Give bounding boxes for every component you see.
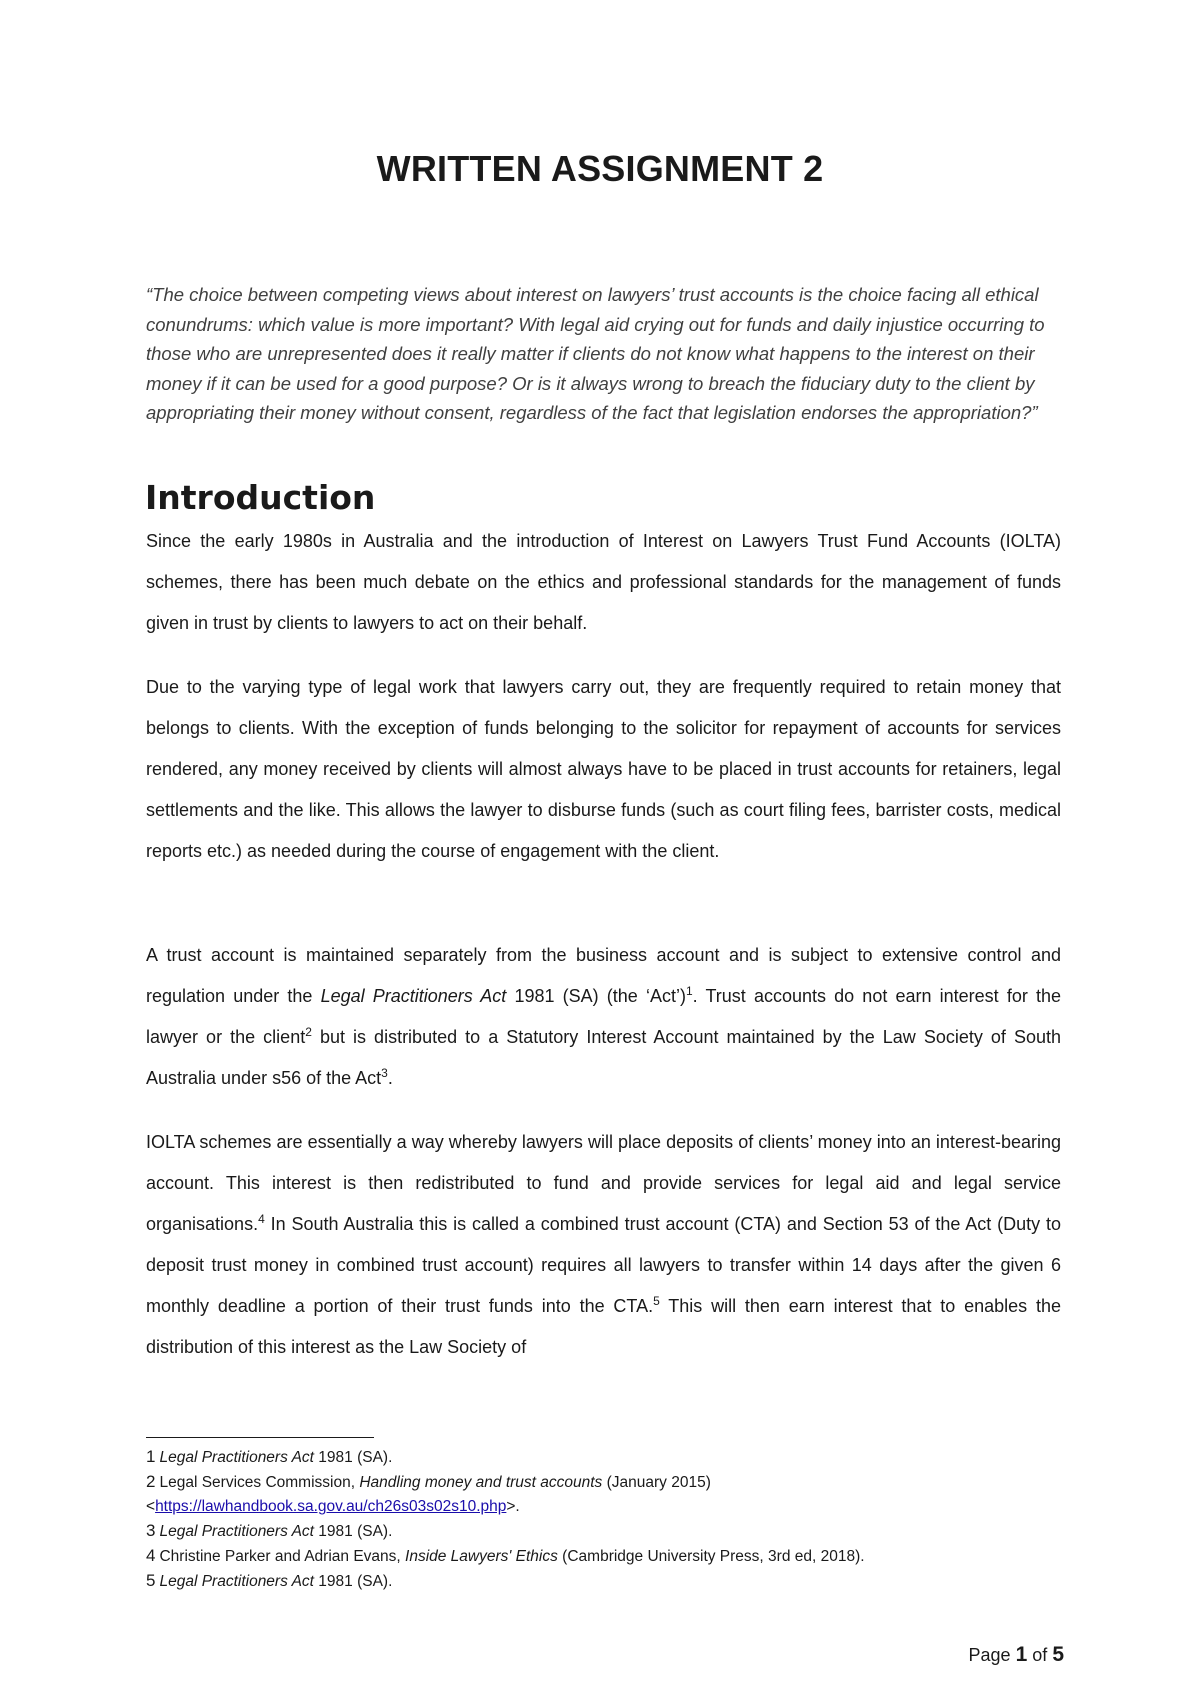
paragraph-3-text-c: . Trust accounts do not earn interest for the lawyer or the client — [146, 986, 1062, 1047]
footnote-italic: Legal Practitioners Act — [159, 1573, 314, 1590]
paragraph-4-text-c: This will then earn interest that to enables the distribution of this interest as the Law Society of — [146, 1296, 1061, 1357]
footnote-italic: Handling money and trust accounts — [359, 1474, 603, 1491]
footnote-ref-4[interactable]: 4 — [258, 1212, 265, 1226]
paragraph-3-text-d: but is distributed to a Statutory Interest Account maintained by the Law Society of South Australia under s56 of the Act — [146, 1027, 1061, 1088]
paragraph-3-text-a: A trust account is maintained separately from the business account and is subject to extensive control and regulation under the — [146, 945, 1061, 1006]
footnote-number: 2 — [146, 1472, 156, 1491]
epigraph-quote: “The choice between competing views about interest on lawyers’ trust accounts is the choice facing all ethical conundrums: which value is more important? With legal aid crying out for funds and daily injustice occurring to those who are unrepresented does it really matter if clients do not know what happens to the interest on their money if it can be used for a good purpose? Or is it always wrong to breach the fiduciary duty to the client by appropriating their money without consent, regardless of the fact that legislation endorses the appropriation?” — [146, 284, 1045, 423]
footnote-ref-2[interactable]: 2 — [305, 1025, 312, 1039]
footnote-number: 3 — [146, 1521, 156, 1540]
footnote-ref-5[interactable]: 5 — [653, 1294, 660, 1308]
footnote-text: 1981 (SA). — [313, 1523, 393, 1540]
footnote-ref-3[interactable]: 3 — [381, 1066, 388, 1080]
footnote-ref-1[interactable]: 1 — [685, 984, 693, 998]
page-of-label: of — [1032, 1645, 1048, 1665]
page-label: Page — [968, 1645, 1011, 1665]
section-heading-introduction: Introduction — [145, 478, 376, 517]
footnote-italic: Legal Practitioners Act — [159, 1523, 314, 1540]
footnote-3 — [146, 1519, 1066, 1544]
paragraph-3-text-e: . — [387, 1068, 393, 1088]
footnote-text: (Cambridge University Press, 3rd ed, 2018). — [557, 1548, 865, 1565]
footnote-link[interactable]: https://lawhandbook.sa.gov.au/ch26s03s02s10.php — [155, 1498, 507, 1515]
paragraph-1: Since the early 1980s in Australia and the introduction of Interest on Lawyers Trust Fund Accounts (IOLTA) schemes, there has been much debate on the ethics and professional standards for the management of funds given in trust by clients to lawyers to act on their behalf. — [146, 531, 1061, 633]
total-pages: 5 — [1052, 1643, 1064, 1666]
footnote-text: >. — [506, 1498, 520, 1515]
footnote-text: 1981 (SA). — [313, 1573, 393, 1590]
page-number — [969, 1643, 1064, 1667]
footnote-divider — [146, 1437, 374, 1438]
paragraph-3-text-b: 1981 (SA) (the ‘Act’) — [506, 986, 686, 1006]
footnotes-list — [146, 1445, 1066, 1594]
footnote-text: 1981 (SA). — [313, 1449, 393, 1466]
footnote-italic: Inside Lawyers' Ethics — [405, 1548, 558, 1565]
paragraph-4-text-b: In South Australia this is called a combined trust account (CTA) and Section 53 of the Act (Duty to deposit trust money in combined trust account) requires all lawyers to transfer within 14 days after the given 6 monthly deadline a portion of their trust funds into the CTA. — [146, 1214, 1061, 1316]
current-page: 1 — [1015, 1643, 1028, 1666]
footnote-1 — [146, 1445, 1066, 1470]
footnote-number: 4 — [146, 1546, 156, 1565]
footnote-5 — [146, 1569, 1066, 1594]
footnote-number: 1 — [146, 1447, 156, 1466]
document-title: WRITTEN ASSIGNMENT 2 — [376, 148, 824, 189]
paragraph-3 — [146, 935, 1061, 1099]
paragraph-4-text-a: IOLTA schemes are essentially a way whereby lawyers will place deposits of clients’ money into an interest-bearing account. This interest is then redistributed to fund and provide services for legal aid and legal service organisations. — [146, 1132, 1061, 1234]
footnote-2 — [146, 1470, 1066, 1519]
footnote-text: (January 2015) — [602, 1474, 711, 1491]
act-title: Legal Practitioners Act — [320, 986, 507, 1006]
footnote-4 — [146, 1544, 1066, 1569]
paragraph-4 — [146, 1122, 1061, 1368]
footnote-text: Legal Services Commission, — [159, 1474, 360, 1491]
paragraph-2: Due to the varying type of legal work that lawyers carry out, they are frequently required to retain money that belongs to clients. With the exception of funds belonging to the solicitor for repayment of accounts for services rendered, any money received by clients will almost always have to be placed in trust accounts for retainers, legal settlements and the like. This allows the lawyer to disburse funds (such as court filing fees, barrister costs, medical reports etc.) as needed during the course of engagement with the client. — [146, 677, 1061, 861]
footnote-italic: Legal Practitioners Act — [159, 1449, 314, 1466]
footnote-text: < — [146, 1498, 156, 1515]
footnote-text: Christine Parker and Adrian Evans, — [159, 1548, 406, 1565]
footnote-number: 5 — [146, 1571, 156, 1590]
